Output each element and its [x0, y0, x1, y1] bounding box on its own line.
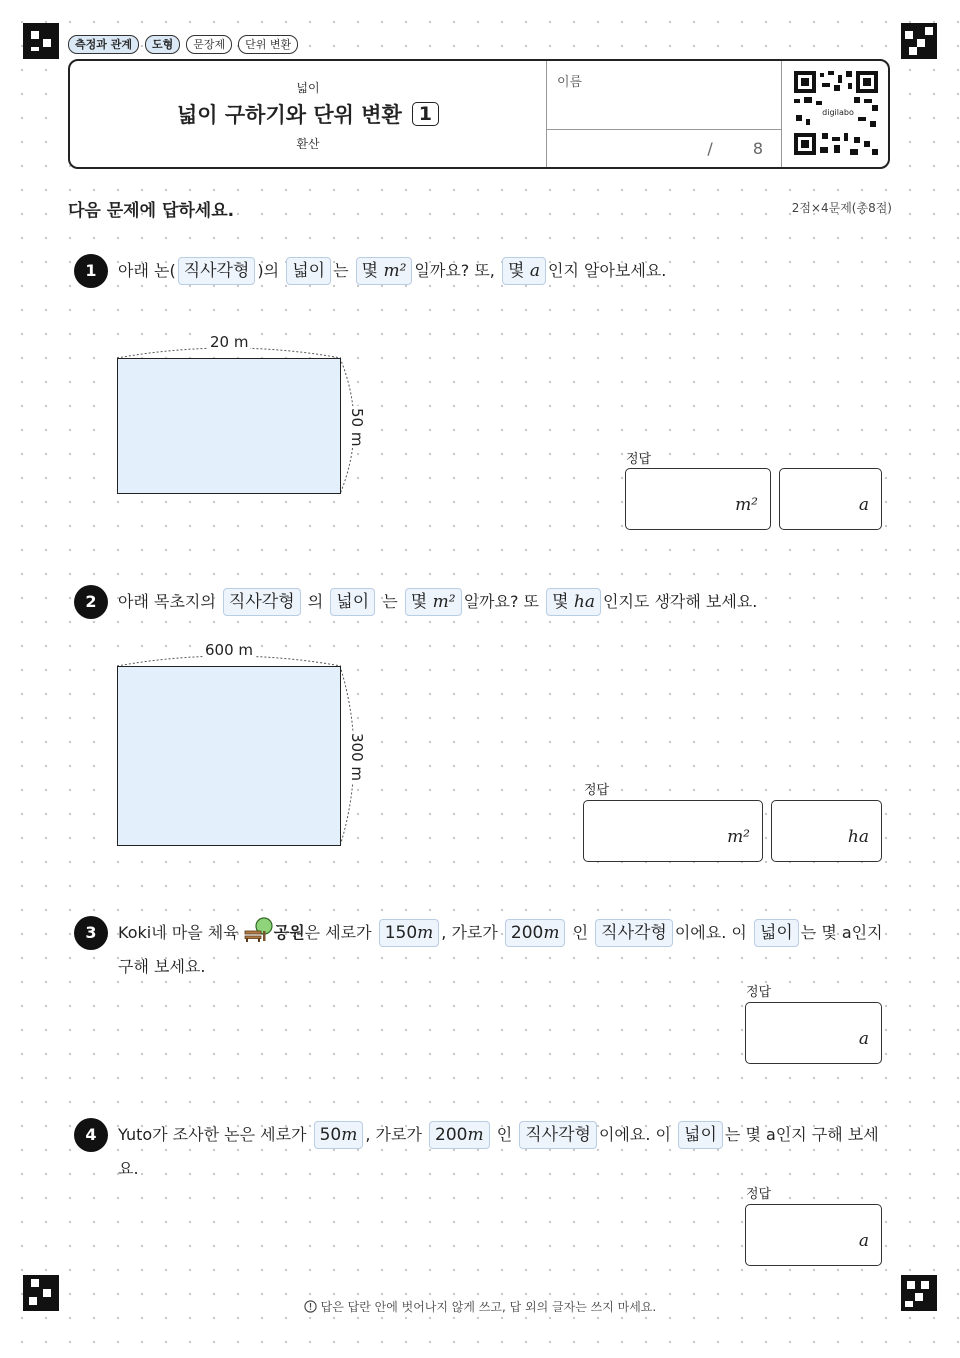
category-tags — [68, 35, 298, 54]
tag-measurement: 측정과 관계 — [68, 35, 139, 54]
term-chip: 넓이 — [678, 1121, 723, 1149]
answer-label: 정답 — [584, 783, 610, 798]
term-chip: 직사각형 — [519, 1121, 597, 1149]
question-number-badge: 2 — [74, 585, 108, 619]
height-label: 50 m — [348, 408, 366, 447]
tag-word-problems: 문장제 — [186, 35, 232, 54]
term-chip: 넓이 — [330, 588, 375, 616]
width-label: 20 m — [210, 333, 249, 351]
term-chip: 넓이 — [286, 257, 331, 285]
pasture-rectangle — [117, 666, 341, 846]
question-text: Yuto가 조사한 논은 세로가 50m , 가로가 200m 인 직사각형 이에요. 이 넓이 는 몇 a인지 구해 보세 요. — [118, 1118, 890, 1186]
answer-box-a[interactable]: a — [779, 468, 882, 530]
answer-box-ha[interactable]: ha — [771, 800, 882, 862]
term-chip: 직사각형 — [178, 257, 256, 285]
question-number-badge: 3 — [74, 916, 108, 950]
question-number-badge: 1 — [74, 254, 108, 288]
tag-shapes: 도형 — [145, 35, 180, 54]
question-1 — [74, 254, 890, 288]
answer-label: 정답 — [746, 1187, 772, 1202]
term-chip: 몇 ha — [546, 588, 601, 616]
term-chip: 50m — [314, 1121, 364, 1149]
term-chip: 직사각형 — [223, 588, 301, 616]
points-info: 2점×4문제(총8점) — [791, 201, 892, 215]
term-chip: 넓이 — [754, 919, 799, 947]
height-label: 300 m — [348, 733, 366, 782]
answer-label: 정답 — [626, 452, 652, 467]
page-title — [70, 99, 546, 129]
instruction: 다음 문제에 답하세요. — [68, 201, 235, 221]
term-chip: 몇 m² — [356, 257, 413, 285]
header-subtitle: 넓이 — [296, 81, 320, 95]
title-number: 1 — [412, 102, 439, 126]
term-chip: 200m — [429, 1121, 490, 1149]
width-label: 600 m — [205, 641, 254, 659]
name-score-block — [546, 61, 782, 167]
answer-box-m2[interactable]: m² — [625, 468, 771, 530]
header-subtitle-2: 환산 — [296, 137, 320, 151]
corner-marker-top-right — [901, 23, 937, 59]
term-chip: 150m — [379, 919, 440, 947]
question-4 — [74, 1118, 890, 1186]
answer-box-a[interactable]: a — [745, 1204, 882, 1266]
term-chip: 직사각형 — [595, 919, 673, 947]
answer-box-m2[interactable]: m² — [583, 800, 763, 862]
question-text: 아래 논( 직사각형 )의 넓이 는 몇 m² 일까요? 또, 몇 a 인지 알아보세요. — [118, 254, 890, 288]
score-slash: / — [707, 139, 713, 158]
score-total: 8 — [752, 139, 763, 158]
divider — [547, 129, 781, 130]
corner-marker-top-left — [23, 23, 59, 59]
question-3 — [74, 916, 890, 984]
name-label: 이름 — [557, 75, 583, 90]
title-block — [70, 61, 546, 167]
answer-label: 정답 — [746, 985, 772, 1000]
footer-note: 답은 답란 안에 벗어나지 않게 쓰고, 답 외의 글자는 쓰지 마세요. — [0, 1298, 960, 1315]
term-chip: 몇 m² — [405, 588, 462, 616]
question-number-badge: 4 — [74, 1118, 108, 1152]
title-text: 넓이 구하기와 단위 변환 — [176, 103, 402, 127]
question-text: 아래 목초지의 직사각형 의 넓이 는 몇 m² 일까요? 또 몇 ha 인지도 생각해 보세요. — [118, 585, 890, 619]
score-field[interactable] — [707, 139, 763, 158]
park-bench-icon — [244, 917, 274, 943]
term-chip: 몇 a — [502, 257, 546, 285]
question-2 — [74, 585, 890, 619]
answer-box-a[interactable]: a — [745, 1002, 882, 1064]
question-text: Koki네 마을 체육 공원은 세로가 150m , 가로가 200m 인 직사각형 이에요. 이 넓이 는 몇 a인지 구해 보세요. — [118, 916, 890, 984]
term-chip: 200m — [505, 919, 566, 947]
rice-field-rectangle — [117, 358, 341, 494]
worksheet-header — [68, 59, 890, 169]
warning-icon — [304, 1300, 317, 1313]
tag-unit-conversion: 단위 변환 — [238, 35, 298, 54]
qr-caption: digilabo — [822, 108, 854, 117]
